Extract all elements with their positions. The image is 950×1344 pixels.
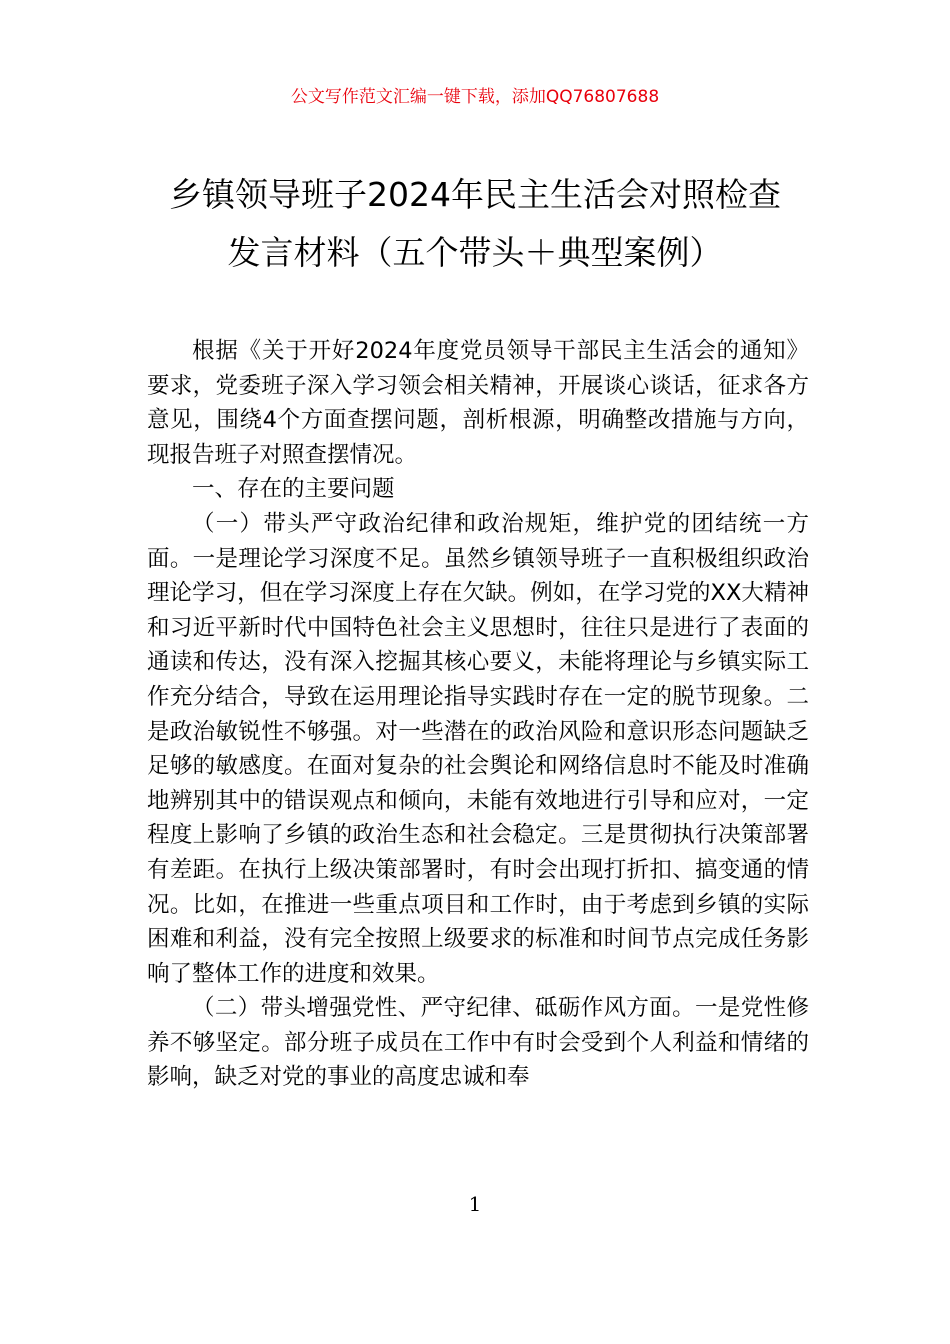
page-number: 1 [468,1192,482,1216]
paragraph-1: （一）带头严守政治纪律和政治规矩，维护党的团结统一方面。一是理论学习深度不足。虽然乡镇领导班子一直积极组织政治理论学习，但在学习深度上存在欠缺。例如，在学习党的XX大精神和习近平新时代中国特色社会主义思想时，往往只是进行了表面的通读和传达，没有深入挖掘其核心要义，未能将理论与乡镇实际工作充分结合，导致在运用理论指导实践时存在一定的脱节现象。二是政治敏锐性不够强。对一些潜在的政治风险和意识形态问题缺乏足够的敏感度。在面对复杂的社会舆论和网络信息时不能及时准确地辨别其中的错误观点和倾向，未能有效地进行引导和应对，一定程度上影响了乡镇的政治生态和社会稳定。三是贯彻执行决策部署有差距。在执行上级决策部署时，有时会出现打折扣、搞变通的情况。比如，在推进一些重点项目和工作时，由于考虑到乡镇的实际困难和利益，没有完全按照上级要求的标准和时间节点完成任务影响了整体工作的进度和效果。 [147,510,809,987]
document-body [147,334,809,1095]
section-heading: 一、存在的主要问题 [192,476,395,503]
title-line-1: 乡镇领导班子2024年民主生活会对照检查 [169,175,781,214]
document-title [95,166,855,282]
download-banner: 公文写作范文汇编一键下载，添加QQ76807688 [290,87,660,107]
title-line-2: 发言材料（五个带头＋典型案例） [227,233,723,272]
intro-paragraph: 根据《关于开好2024年度党员领导干部民主生活会的通知》要求，党委班子深入学习领会相关精神，开展谈心谈话，征求各方意见，围绕4个方面查摆问题，剖析根源，明确整改措施与方向，现报告班子对照查摆情况。 [147,338,809,468]
paragraph-2: （二）带头增强党性、严守纪律、砥砺作风方面。一是党性修养不够坚定。部分班子成员在工作中有时会受到个人利益和情绪的影响，缺乏对党的事业的高度忠诚和奉 [147,995,809,1091]
